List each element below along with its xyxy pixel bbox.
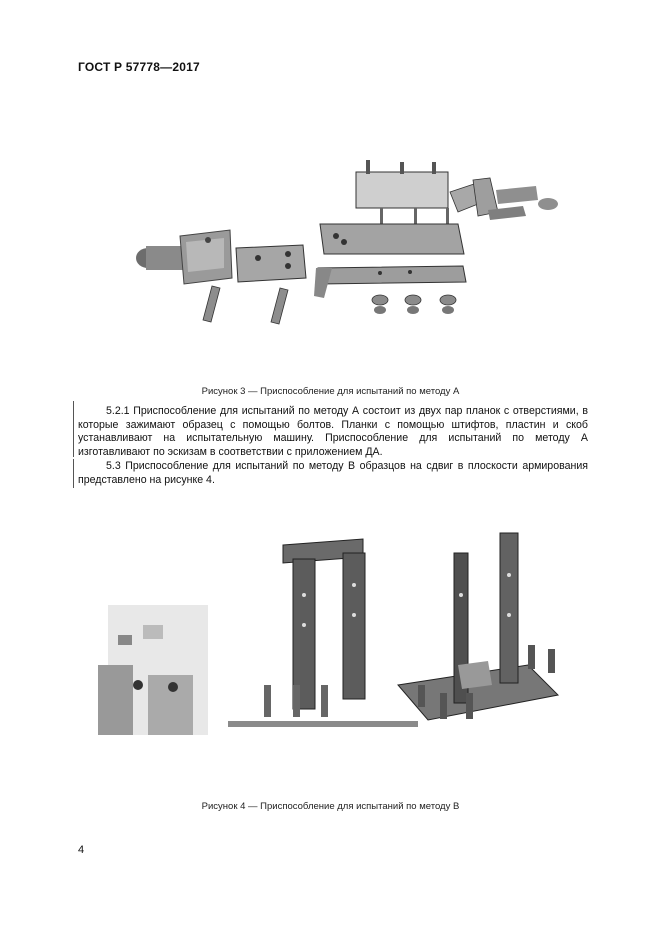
paragraph-5-3: 5.3 Приспособление для испытаний по методу В образцов на сдвиг в плоскости армирования представлено на рисунке 4. [78,460,588,486]
clevis-part [136,230,232,284]
figure-4-photo [88,525,578,760]
angled-bracket [450,178,558,220]
figure-3-caption: Рисунок 3 — Приспособление для испытаний по методу А [201,386,460,397]
assembled-fixture [398,533,558,720]
change-margin-bar [73,401,74,457]
page-number: 4 [78,844,85,856]
nuts-and-screws [372,295,456,314]
paragraph-5-2-1: 5.2.1 Приспособление для испытаний по методу А состоит из двух пар планок с отверстиями, в которые зажимают образец с помощью болтов. Планки с помощью штифтов, пластин и скоб устанавливают на испытательную машину. Приспособление для испытаний по методу А изготавливают по эскизам в соответствии с приложением ДА. [78,405,588,458]
flat-plate [236,245,306,282]
change-margin-bar [73,459,74,488]
figure-3-photo [118,150,588,350]
pins [203,286,288,324]
bolts-row [228,685,418,727]
figure-4-caption: Рисунок 4 — Приспособление для испытаний по методу В [201,801,460,812]
lower-plates [314,224,466,298]
u-frame [283,539,365,709]
standard-designation: ГОСТ Р 57778—2017 [78,60,200,74]
specimen-block [98,605,208,735]
